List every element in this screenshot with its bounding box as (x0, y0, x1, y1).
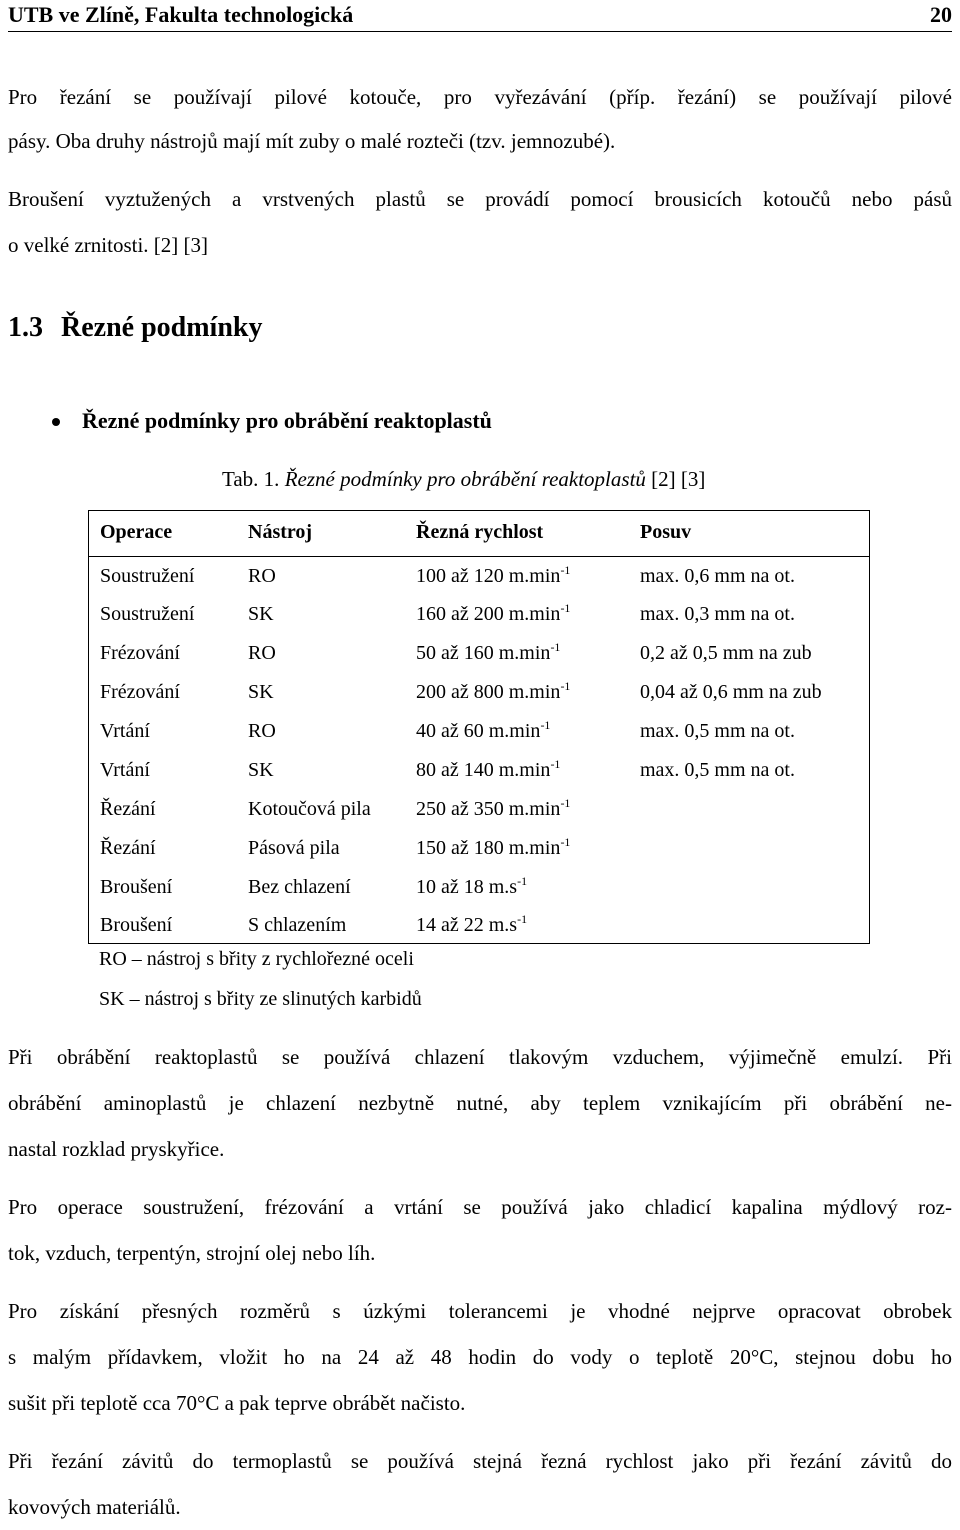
running-title: UTB ve Zlíně, Fakulta technologická (8, 2, 354, 27)
cell-tool: RO (248, 565, 276, 587)
cell-speed-exponent: -1 (560, 679, 571, 693)
cell-speed-exponent: -1 (560, 601, 571, 615)
caption-prefix: Tab. 1. (222, 467, 280, 491)
paragraph-line: nastal rozklad pryskyřice. (8, 1137, 225, 1161)
section-title: Řezné podmínky (61, 312, 263, 343)
cell-tool: RO (248, 720, 276, 742)
cell-speed (416, 798, 570, 821)
cell-speed (416, 759, 560, 782)
cell-operation: Broušení (100, 914, 173, 936)
section-heading (8, 312, 262, 344)
table-note-sk: SK – nástroj s břity ze slinutých karbidů (99, 988, 422, 1010)
cell-speed-value: 10 až 18 m.s (416, 876, 518, 898)
cell-tool: SK (248, 681, 274, 703)
cell-speed-exponent: -1 (550, 757, 561, 771)
cell-operation: Vrtání (100, 759, 150, 781)
table-header-posuv: Posuv (640, 521, 692, 543)
cell-operation: Broušení (100, 876, 173, 898)
cell-operation: Frézování (100, 642, 180, 664)
section-number: 1.3 (8, 312, 43, 343)
cell-operation: Soustružení (100, 603, 195, 625)
cell-speed (416, 642, 560, 665)
paragraph-line: s malým přídavkem, vložit ho na 24 až 48 hodin do vody o teplotě 20°C, stejnou dobu ho (8, 1345, 952, 1369)
cell-feed: max. 0,3 mm na ot. (640, 603, 795, 625)
caption-refs: [2] [3] (651, 467, 706, 491)
table-header-nastroj: Nástroj (248, 521, 313, 543)
cell-speed (416, 681, 570, 704)
paragraph-line: Při řezání závitů do termoplastů se používá stejná řezná rychlost jako při řezání závitů do (8, 1449, 952, 1473)
cell-speed (416, 603, 570, 626)
paragraph-line: Broušení vyztužených a vrstvených plastů se provádí pomocí brousicích kotoučů nebo pásů (8, 187, 952, 211)
paragraph-line: pásy. Oba druhy nástrojů mají mít zuby o malé rozteči (tzv. jemnozubé). (8, 129, 616, 153)
paragraph-line: Při obrábění reaktoplastů se používá chlazení tlakovým vzduchem, výjimečně emulzí. Při (8, 1045, 952, 1069)
page-number: 20 (930, 2, 952, 27)
paragraph-line: Pro získání přesných rozměrů s úzkými tolerancemi je vhodné nejprve opracovat obrobek (8, 1299, 952, 1323)
cell-speed-value: 200 až 800 m.min (416, 681, 561, 703)
cell-speed-value: 80 až 140 m.min (416, 759, 551, 781)
cell-tool: RO (248, 642, 276, 664)
cell-operation: Řezání (100, 837, 156, 859)
cell-speed-value: 50 až 160 m.min (416, 642, 551, 664)
cell-speed (416, 914, 527, 937)
cell-tool: Bez chlazení (248, 876, 351, 898)
page-header (8, 0, 952, 32)
cell-speed-value: 250 až 350 m.min (416, 798, 561, 820)
cell-tool: S chlazením (248, 914, 347, 936)
cell-operation: Vrtání (100, 720, 150, 742)
cell-operation: Soustružení (100, 565, 195, 587)
cell-tool: Kotoučová pila (248, 798, 371, 820)
table-header-divider (89, 556, 869, 557)
cell-speed-value: 40 až 60 m.min (416, 720, 541, 742)
cell-speed-exponent: -1 (560, 835, 571, 849)
cell-operation: Řezání (100, 798, 156, 820)
paragraph-line: Pro řezání se používají pilové kotouče, pro vyřezávání (příp. řezání) se používají pilové (8, 85, 952, 109)
cell-speed-value: 150 až 180 m.min (416, 837, 561, 859)
cell-speed (416, 837, 570, 860)
paragraph-line: Pro operace soustružení, frézování a vrtání se používá jako chladicí kapalina mýdlový roz- (8, 1195, 952, 1219)
table-note-ro: RO – nástroj s břity z rychlořezné oceli (99, 948, 414, 970)
caption-title: Řezné podmínky pro obrábění reaktoplastů (284, 467, 646, 491)
cell-feed: 0,04 až 0,6 mm na zub (640, 681, 822, 703)
cell-tool: SK (248, 603, 274, 625)
table-caption (222, 467, 705, 492)
cell-tool: Pásová pila (248, 837, 340, 859)
cell-operation: Frézování (100, 681, 180, 703)
cell-speed-value: 14 až 22 m.s (416, 914, 518, 936)
cell-speed-exponent: -1 (560, 796, 571, 810)
paragraph-line: o velké zrnitosti. [2] [3] (8, 233, 209, 257)
paragraph-line: kovových materiálů. (8, 1495, 181, 1519)
cell-feed: max. 0,5 mm na ot. (640, 720, 795, 742)
cell-speed-exponent: -1 (540, 718, 551, 732)
cell-feed: max. 0,5 mm na ot. (640, 759, 795, 781)
cell-speed (416, 565, 570, 588)
paragraph-line: obrábění aminoplastů je chlazení nezbytně nutné, aby teplem vznikajícím při obrábění ne- (8, 1091, 952, 1115)
cell-speed (416, 720, 550, 743)
bullet-dot-icon (52, 418, 60, 426)
cell-tool: SK (248, 759, 274, 781)
cell-speed-exponent: -1 (550, 640, 561, 654)
cell-speed-value: 100 až 120 m.min (416, 565, 561, 587)
cell-feed: max. 0,6 mm na ot. (640, 565, 795, 587)
cell-speed-exponent: -1 (517, 912, 528, 926)
cell-speed (416, 876, 527, 899)
cutting-conditions-table (88, 510, 870, 944)
table-header-rychlost: Řezná rychlost (416, 521, 544, 543)
table-header-operace: Operace (100, 521, 173, 543)
cell-feed: 0,2 až 0,5 mm na zub (640, 642, 812, 664)
cell-speed-exponent: -1 (517, 874, 528, 888)
cell-speed-value: 160 až 200 m.min (416, 603, 561, 625)
bullet-text: Řezné podmínky pro obrábění reaktoplastů (82, 408, 492, 433)
paragraph-line: tok, vzduch, terpentýn, strojní olej nebo líh. (8, 1241, 376, 1265)
paragraph-line: sušit při teplotě cca 70°C a pak teprve obrábět načisto. (8, 1391, 466, 1415)
cell-speed-exponent: -1 (560, 563, 571, 577)
